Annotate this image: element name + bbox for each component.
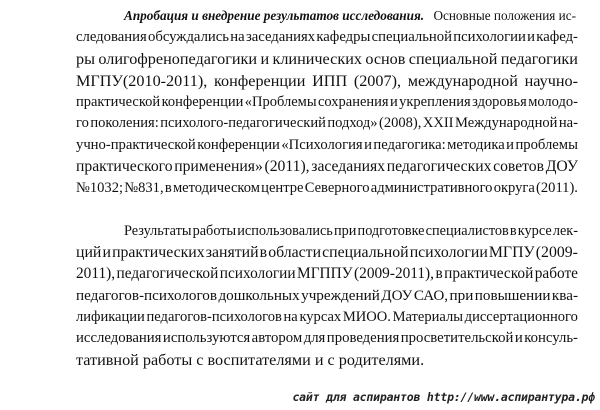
paragraph1-line-6: го поколения: психолого-педагогический подход» (2008), XXII Международной на- <box>76 115 578 131</box>
paragraph1-line-5: практической конференции «Проблемы сохранения и укрепления здоровья молодо- <box>76 94 578 110</box>
paragraph1-line-1 <box>124 6 576 27</box>
paragraph1-line-3: ры олигофренопедагогики и клинических основ специальной педагогики <box>76 50 578 68</box>
paragraph2-line-4: педагогов-психологов дошкольных учреждений ДОУ САО, при повышении ква- <box>76 287 578 304</box>
paragraph2-line-7: тативной работы с воспитателями и с родителями. <box>76 351 425 369</box>
paragraph1-line-9: №1032; №831, в методическом центре Северного административного округа (2011). <box>76 180 578 196</box>
paragraph1-line-4: МГПУ(2010-2011), конференции ИПП (2007), международной научно- <box>76 72 578 90</box>
paragraph2-line-6: исследования используются автором для проведения просветительской и консуль- <box>76 330 578 346</box>
paragraph1-line-7: учно-практической конференции «Психология и педагогика: методика и проблемы <box>76 137 578 153</box>
site-footer-watermark: сайт для аспирантов http://www.аспирантура.рф <box>292 390 595 404</box>
paragraph2-line-1: Результаты работы использовались при подготовке специалистов в курсе лек- <box>124 223 578 239</box>
paragraph2-line-3: 2011), педагогической психологии МГППУ (2009-2011), в практической работе <box>76 265 578 282</box>
paragraph2-line-2: ций и практических занятий в области специальной психологии МГПУ (2009- <box>76 244 578 261</box>
paragraph1-line-2: следования обсуждались на заседаниях кафедры специальной психологии и кафед- <box>76 29 578 45</box>
paragraph2-line-5: лификации педагогов-психологов на курсах МИОО. Материалы диссертационного <box>76 309 578 325</box>
paragraph1-line-1-text: Основные положения ис- <box>433 8 576 23</box>
paragraph1-lead: Апробация и внедрение результатов исследования. <box>124 8 425 23</box>
paragraph1-line-8: практического применения» (2011), заседаниях педагогических советов ДОУ <box>76 158 578 175</box>
